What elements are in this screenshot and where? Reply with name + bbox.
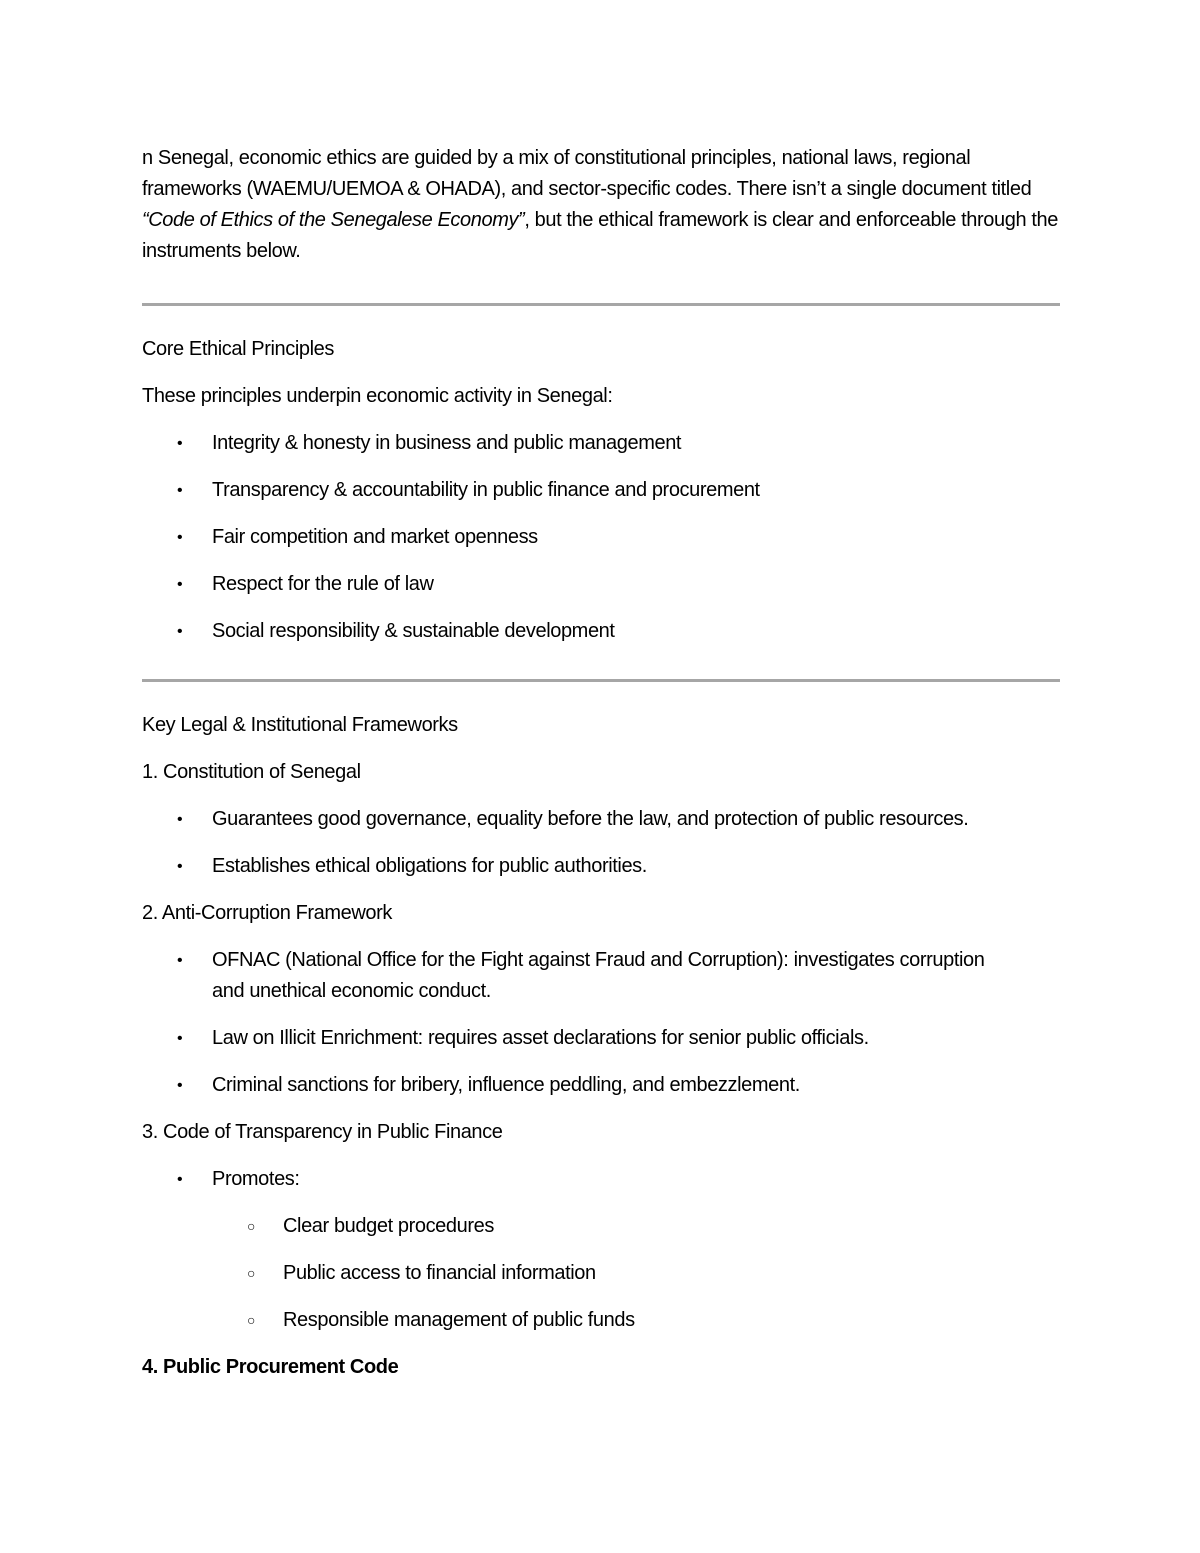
- bullet-icon: •: [177, 952, 183, 969]
- list-item: [177, 945, 1060, 1007]
- sublist-item-text: Public access to financial information: [283, 1262, 596, 1284]
- section-title-procurement-code: 4. Public Procurement Code: [142, 1356, 399, 1378]
- transparency-sublist: [212, 1211, 1000, 1336]
- transparency-code-list: [142, 1164, 1060, 1336]
- list-item-text: Fair competition and market openness: [212, 526, 538, 548]
- circle-bullet-icon: ○: [247, 1218, 256, 1234]
- list-item-text: Respect for the rule of law: [212, 573, 434, 595]
- core-principles-heading: Core Ethical Principles: [142, 338, 334, 360]
- bullet-icon: •: [177, 1171, 183, 1188]
- core-principles-list: [142, 428, 1060, 647]
- list-item: [177, 522, 1060, 553]
- bullet-icon: •: [177, 623, 183, 640]
- circle-bullet-icon: ○: [247, 1265, 256, 1281]
- intro-text-end: , but the ethical framework is clear and enforceable through the instruments below.: [142, 209, 1058, 262]
- sublist-item: [247, 1211, 1000, 1242]
- section-title-anti-corruption: 2. Anti-Corruption Framework: [142, 902, 393, 924]
- list-item-text: Promotes:: [212, 1168, 300, 1190]
- list-item-text: Criminal sanctions for bribery, influence peddling, and embezzlement.: [212, 1074, 800, 1096]
- list-item-text: Establishes ethical obligations for public authorities.: [212, 855, 647, 877]
- list-item: [177, 1164, 1060, 1336]
- list-item: [177, 569, 1060, 600]
- bullet-icon: •: [177, 435, 183, 452]
- document-page: [142, 143, 1060, 1399]
- list-item-text: OFNAC (National Office for the Fight against Fraud and Corruption): investigates corruption and unethical economic conduct.: [212, 949, 985, 1002]
- sublist-item: [247, 1305, 1000, 1336]
- bullet-icon: •: [177, 1030, 183, 1047]
- core-principles-lead: These principles underpin economic activity in Senegal:: [142, 385, 613, 407]
- sublist-item-text: Responsible management of public funds: [283, 1309, 635, 1331]
- intro-text-start: n Senegal, economic ethics are guided by a mix of constitutional principles, national laws, regional frameworks (WAEMU/UEMOA & OHADA), and sector-specific codes. There isn’t a single document titled: [142, 147, 1032, 200]
- sublist-item-text: Clear budget procedures: [283, 1215, 494, 1237]
- bullet-icon: •: [177, 1077, 183, 1094]
- list-item: [177, 1023, 1060, 1054]
- bullet-icon: •: [177, 858, 183, 875]
- section-title-transparency-code: 3. Code of Transparency in Public Finance: [142, 1121, 503, 1143]
- sublist-item: [247, 1258, 1000, 1289]
- list-item-text: Integrity & honesty in business and public management: [212, 432, 682, 454]
- bullet-icon: •: [177, 529, 183, 546]
- list-item-text: Social responsibility & sustainable development: [212, 620, 615, 642]
- list-item-text: Transparency & accountability in public finance and procurement: [212, 479, 760, 501]
- bullet-icon: •: [177, 811, 183, 828]
- list-item: [177, 616, 1060, 647]
- horizontal-rule-2: [142, 679, 1060, 682]
- list-item: [177, 804, 1060, 835]
- list-item-text: Guarantees good governance, equality before the law, and protection of public resources.: [212, 808, 969, 830]
- anti-corruption-list: [142, 945, 1060, 1101]
- horizontal-rule-1: [142, 303, 1060, 306]
- constitution-list: [142, 804, 1060, 882]
- section-title-constitution: 1. Constitution of Senegal: [142, 761, 361, 783]
- bullet-icon: •: [177, 576, 183, 593]
- list-item: [177, 475, 1060, 506]
- circle-bullet-icon: ○: [247, 1312, 256, 1328]
- list-item-text: Law on Illicit Enrichment: requires asset declarations for senior public officials.: [212, 1027, 869, 1049]
- intro-italic-title: “Code of Ethics of the Senegalese Economy”: [142, 209, 525, 231]
- list-item: [177, 428, 1060, 459]
- list-item: [177, 1070, 1060, 1101]
- list-item: [177, 851, 1060, 882]
- bullet-icon: •: [177, 482, 183, 499]
- intro-paragraph: [142, 143, 1060, 267]
- frameworks-heading: Key Legal & Institutional Frameworks: [142, 714, 458, 736]
